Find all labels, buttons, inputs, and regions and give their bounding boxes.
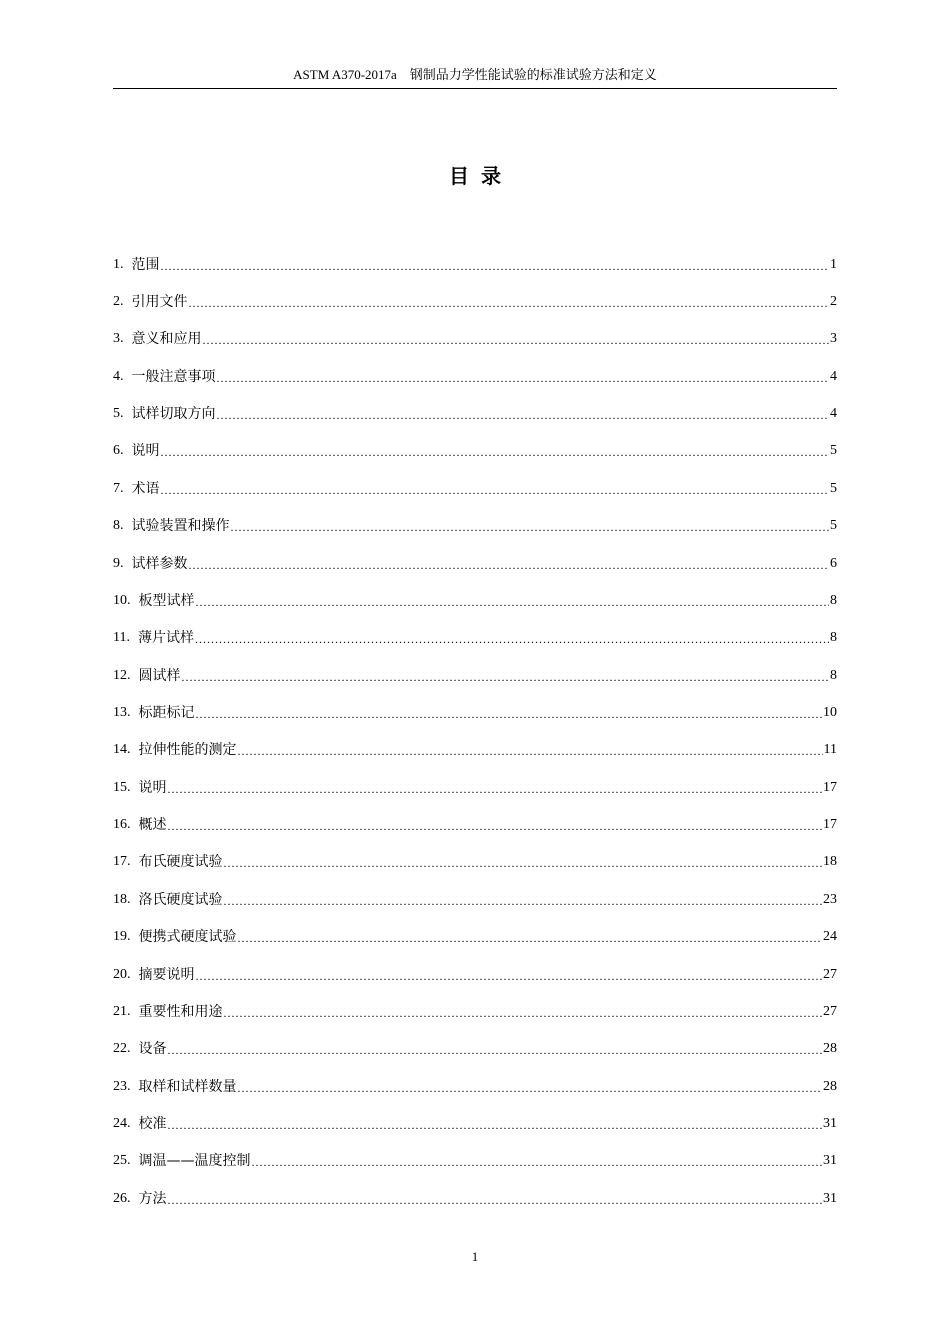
toc-dot-leader xyxy=(217,368,830,388)
toc-entry[interactable] xyxy=(113,470,837,507)
toc-dot-leader xyxy=(195,629,829,649)
toc-entry-label: 范围 xyxy=(131,256,160,273)
toc-entry-page: 3 xyxy=(830,331,837,347)
toc-entry-page: 31 xyxy=(823,1115,837,1131)
toc-entry[interactable] xyxy=(113,508,837,545)
toc-title: 目录 xyxy=(449,164,513,188)
toc-entry-page: 17 xyxy=(823,817,837,833)
toc-entry-label: 试样切取方向 xyxy=(131,406,216,423)
toc-dot-leader xyxy=(238,928,823,948)
toc-entry-page: 5 xyxy=(830,480,837,496)
toc-entry-page: 5 xyxy=(830,518,837,534)
toc-dot-leader xyxy=(224,1003,823,1023)
toc-entry-label: 调温——温度控制 xyxy=(138,1153,251,1170)
toc-entry[interactable] xyxy=(113,1180,837,1217)
toc-entry[interactable] xyxy=(113,620,837,657)
toc-dot-leader xyxy=(224,891,823,911)
running-header: ASTM A370-2017a 钢制品力学性能试验的标准试验方法和定义 xyxy=(293,67,657,82)
toc-entry-page: 24 xyxy=(823,929,837,945)
toc-dot-leader xyxy=(168,779,823,799)
toc-entry-page: 6 xyxy=(830,555,837,571)
toc-dot-leader xyxy=(217,405,830,425)
toc-dot-leader xyxy=(238,1078,823,1098)
toc-entry-number: 9. xyxy=(113,555,124,571)
toc-entry-number: 2. xyxy=(113,294,124,310)
toc-entry-number: 12. xyxy=(113,667,131,683)
toc-entry-label: 一般注意事项 xyxy=(131,368,216,385)
toc-entry-page: 23 xyxy=(823,891,837,907)
toc-entry-page: 5 xyxy=(830,443,837,459)
toc-entry[interactable] xyxy=(113,1105,837,1142)
toc-entry-number: 8. xyxy=(113,518,124,534)
toc-entry-number: 11. xyxy=(113,630,130,646)
toc-entry[interactable] xyxy=(113,1031,837,1068)
toc-entry-page: 8 xyxy=(830,630,837,646)
toc-entry-label: 试验装置和操作 xyxy=(131,518,230,535)
toc-dot-leader xyxy=(161,256,830,276)
toc-entry-number: 18. xyxy=(113,891,131,907)
toc-entry[interactable] xyxy=(113,844,837,881)
toc-entry-page: 4 xyxy=(830,406,837,422)
toc-entry-label: 板型试样 xyxy=(138,592,195,609)
toc-entry[interactable] xyxy=(113,321,837,358)
toc-entry-number: 17. xyxy=(113,854,131,870)
header-rule xyxy=(113,88,837,89)
toc-entry[interactable] xyxy=(113,1143,837,1180)
toc-dot-leader xyxy=(161,480,830,500)
toc-entry[interactable] xyxy=(113,283,837,320)
toc-entry-number: 26. xyxy=(113,1190,131,1206)
toc-entry[interactable] xyxy=(113,918,837,955)
toc-entry-number: 5. xyxy=(113,406,124,422)
toc-entry-page: 2 xyxy=(830,294,837,310)
toc-entry-page: 11 xyxy=(823,742,837,758)
toc-entry-label: 引用文件 xyxy=(131,294,188,311)
toc-dot-leader xyxy=(168,1040,823,1060)
toc-entry-page: 31 xyxy=(823,1153,837,1169)
toc-entry-label: 意义和应用 xyxy=(131,331,202,348)
toc-list xyxy=(113,246,837,1217)
toc-entry-label: 说明 xyxy=(138,779,167,796)
toc-entry[interactable] xyxy=(113,956,837,993)
toc-entry-page: 10 xyxy=(823,704,837,720)
toc-entry-number: 3. xyxy=(113,331,124,347)
toc-entry-label: 重要性和用途 xyxy=(138,1003,223,1020)
toc-entry-number: 23. xyxy=(113,1078,131,1094)
toc-entry-number: 19. xyxy=(113,929,131,945)
toc-entry-number: 4. xyxy=(113,368,124,384)
toc-entry-number: 6. xyxy=(113,443,124,459)
toc-entry-page: 31 xyxy=(823,1190,837,1206)
toc-entry[interactable] xyxy=(113,1068,837,1105)
toc-entry-label: 便携式硬度试验 xyxy=(138,929,237,946)
toc-dot-leader xyxy=(168,1115,823,1135)
toc-entry-label: 方法 xyxy=(138,1190,167,1207)
toc-entry-label: 标距标记 xyxy=(138,704,195,721)
toc-dot-leader xyxy=(238,741,823,761)
toc-entry-page: 8 xyxy=(830,667,837,683)
toc-entry-label: 薄片试样 xyxy=(137,630,194,647)
toc-entry-page: 28 xyxy=(823,1041,837,1057)
toc-entry-label: 拉伸性能的测定 xyxy=(138,742,237,759)
toc-entry-label: 取样和试样数量 xyxy=(138,1078,237,1095)
toc-entry-number: 22. xyxy=(113,1041,131,1057)
toc-entry[interactable] xyxy=(113,694,837,731)
toc-entry[interactable] xyxy=(113,246,837,283)
toc-entry-page: 8 xyxy=(830,592,837,608)
toc-entry-label: 布氏硬度试验 xyxy=(138,854,223,871)
toc-entry-number: 1. xyxy=(113,256,124,272)
toc-entry[interactable] xyxy=(113,582,837,619)
toc-entry-number: 10. xyxy=(113,592,131,608)
toc-entry-number: 14. xyxy=(113,742,131,758)
toc-entry-number: 21. xyxy=(113,1003,131,1019)
toc-entry-page: 17 xyxy=(823,779,837,795)
toc-entry-page: 18 xyxy=(823,854,837,870)
toc-entry[interactable] xyxy=(113,545,837,582)
toc-entry-number: 20. xyxy=(113,966,131,982)
toc-dot-leader xyxy=(182,667,830,687)
toc-entry[interactable] xyxy=(113,657,837,694)
toc-dot-leader xyxy=(196,704,823,724)
toc-entry-label: 校准 xyxy=(138,1115,167,1132)
toc-entry[interactable] xyxy=(113,732,837,769)
toc-dot-leader xyxy=(224,853,823,873)
toc-dot-leader xyxy=(189,555,830,575)
toc-entry[interactable] xyxy=(113,358,837,395)
toc-entry[interactable] xyxy=(113,433,837,470)
toc-entry-number: 15. xyxy=(113,779,131,795)
toc-dot-leader xyxy=(189,293,830,313)
toc-entry-number: 25. xyxy=(113,1153,131,1169)
toc-entry-label: 术语 xyxy=(131,480,160,497)
toc-entry-number: 7. xyxy=(113,480,124,496)
toc-entry[interactable] xyxy=(113,395,837,432)
toc-entry-label: 摘要说明 xyxy=(138,966,195,983)
toc-entry-page: 27 xyxy=(823,1003,837,1019)
toc-dot-leader xyxy=(231,517,830,537)
toc-entry-label: 说明 xyxy=(131,443,160,460)
toc-dot-leader xyxy=(161,442,830,462)
toc-entry[interactable] xyxy=(113,881,837,918)
toc-entry-number: 13. xyxy=(113,704,131,720)
toc-entry-page: 1 xyxy=(830,256,837,272)
toc-entry[interactable] xyxy=(113,769,837,806)
toc-entry-number: 24. xyxy=(113,1115,131,1131)
toc-entry-label: 概述 xyxy=(138,817,167,834)
toc-dot-leader xyxy=(252,1152,823,1172)
page-number: 1 xyxy=(471,1249,479,1264)
toc-dot-leader xyxy=(168,1190,823,1210)
toc-entry-label: 圆试样 xyxy=(138,667,181,684)
toc-entry-number: 16. xyxy=(113,817,131,833)
toc-dot-leader xyxy=(196,966,823,986)
toc-dot-leader xyxy=(203,330,830,350)
toc-dot-leader xyxy=(168,816,823,836)
toc-entry-label: 洛氏硬度试验 xyxy=(138,891,223,908)
toc-entry-page: 28 xyxy=(823,1078,837,1094)
toc-entry[interactable] xyxy=(113,806,837,843)
toc-dot-leader xyxy=(196,592,830,612)
toc-entry[interactable] xyxy=(113,993,837,1030)
toc-entry-page: 4 xyxy=(830,368,837,384)
toc-entry-label: 试样参数 xyxy=(131,555,188,572)
toc-entry-label: 设备 xyxy=(138,1041,167,1058)
toc-entry-page: 27 xyxy=(823,966,837,982)
